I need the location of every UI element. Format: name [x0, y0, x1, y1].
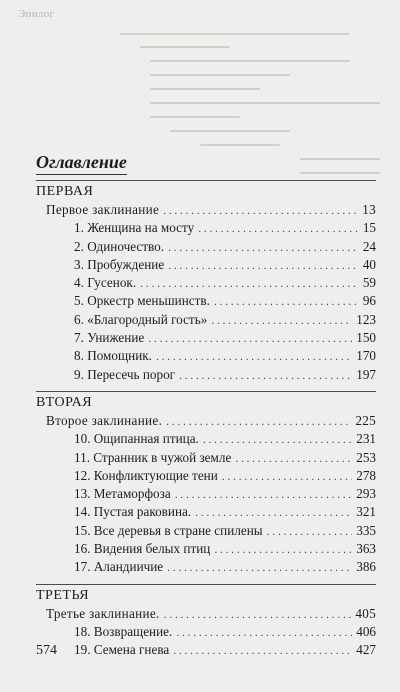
toc-part: [36, 584, 376, 660]
entry-label: 9. Пересечь порог: [74, 366, 176, 382]
entry-label: 13. Метаморфоза: [74, 486, 171, 502]
entry-label: 7. Унижение: [74, 330, 145, 346]
entry-page: 197: [356, 366, 376, 382]
chapter-entry[interactable]: [36, 292, 376, 310]
entry-page: 293: [356, 486, 376, 502]
entry-page: 335: [356, 522, 376, 538]
entry-label: 3. Пробуждение: [74, 256, 165, 272]
dot-leader: [168, 256, 359, 274]
chapter-entry[interactable]: [36, 641, 376, 659]
page-number: 574: [36, 643, 57, 658]
chapter-entry[interactable]: [36, 219, 376, 237]
chapter-entry[interactable]: [36, 366, 376, 384]
dot-leader: [140, 274, 359, 292]
dot-leader: [156, 347, 352, 365]
entry-label: Первое заклинание: [46, 202, 160, 217]
entry-label: 14. Пустая раковина.: [74, 504, 192, 520]
dot-leader: [214, 540, 352, 558]
entry-page: 170: [356, 348, 376, 364]
entry-label: 8. Помощник.: [74, 348, 152, 364]
entry-label: 2. Одиночество.: [74, 238, 165, 254]
entry-page: 278: [356, 467, 376, 483]
entry-label: 17. Аландиичие: [74, 559, 164, 575]
dot-leader: [222, 467, 352, 485]
entry-page: 96: [362, 293, 376, 309]
entry-page: 13: [362, 202, 376, 217]
spell-entry[interactable]: [36, 412, 376, 430]
chapter-entry[interactable]: [36, 238, 376, 256]
entry-page: 405: [355, 605, 376, 621]
chapter-entry[interactable]: [36, 329, 376, 347]
entry-page: 24: [362, 238, 376, 254]
dot-leader: [164, 605, 352, 623]
entry-label: 11. Странник в чужой земле: [74, 449, 232, 465]
entry-page: 15: [362, 220, 376, 236]
entry-label: 15. Все деревья в стране спилены: [74, 522, 263, 538]
entry-page: 386: [356, 559, 376, 575]
dot-leader: [175, 485, 353, 503]
chapter-entry[interactable]: [36, 274, 376, 292]
entry-label: 6. «Благородный гость»: [74, 311, 208, 327]
entry-label: 18. Возвращение.: [74, 623, 173, 639]
entry-label: 19. Семена гнева: [74, 642, 170, 658]
entry-label: 10. Ощипанная птица.: [74, 431, 199, 447]
entry-page: 427: [356, 642, 376, 658]
entry-label: 5. Оркестр меньшинств.: [74, 293, 210, 309]
entry-page: 231: [356, 431, 376, 447]
chapter-entry[interactable]: [36, 347, 376, 365]
dot-leader: [176, 623, 352, 641]
chapter-entry[interactable]: [36, 503, 376, 521]
chapter-entry[interactable]: [36, 522, 376, 540]
dot-leader: [179, 366, 352, 384]
chapter-list: [36, 623, 376, 660]
chapter-entry[interactable]: [36, 540, 376, 558]
entry-page: 253: [356, 449, 376, 465]
entry-page: 150: [356, 330, 376, 346]
spell-entry[interactable]: [36, 201, 376, 219]
entry-page: 321: [356, 504, 376, 520]
dot-leader: [166, 412, 351, 430]
chapter-entry[interactable]: [36, 256, 376, 274]
dot-leader: [173, 641, 352, 659]
entry-label: 16. Видения белых птиц: [74, 541, 211, 557]
part-title: ТРЕТЬЯ: [36, 587, 90, 603]
entry-page: 59: [362, 275, 376, 291]
toc-title: Оглавление: [36, 152, 127, 175]
toc-part: [36, 391, 376, 577]
chapter-entry[interactable]: [36, 485, 376, 503]
chapter-entry[interactable]: [36, 430, 376, 448]
entry-page: 406: [356, 623, 376, 639]
dot-leader: [163, 201, 358, 219]
chapter-entry[interactable]: [36, 311, 376, 329]
entry-label: Второе заклинание.: [46, 412, 163, 428]
dot-leader: [211, 311, 352, 329]
chapter-entry[interactable]: [36, 449, 376, 467]
dot-leader: [168, 238, 359, 256]
dot-leader: [198, 219, 359, 237]
entry-page: 363: [356, 541, 376, 557]
chapter-entry[interactable]: [36, 623, 376, 641]
entry-page: 40: [362, 256, 376, 272]
show-through-text: [0, 0, 400, 210]
chapter-entry[interactable]: [36, 467, 376, 485]
chapter-entry[interactable]: [36, 558, 376, 576]
spell-entry[interactable]: [36, 605, 376, 623]
table-of-contents: [36, 180, 376, 667]
chapter-list: [36, 219, 376, 384]
part-title: ВТОРАЯ: [36, 394, 93, 410]
chapter-list: [36, 430, 376, 576]
part-title: ПЕРВАЯ: [36, 184, 94, 199]
dot-leader: [214, 292, 359, 310]
dot-leader: [195, 503, 352, 521]
dot-leader: [203, 430, 352, 448]
dot-leader: [148, 329, 352, 347]
entry-label: 1. Женщина на мосту: [74, 220, 195, 236]
entry-page: 225: [355, 412, 376, 428]
entry-label: 12. Конфликтующие тени: [74, 467, 218, 483]
entry-page: 123: [356, 311, 376, 327]
toc-part: [36, 180, 376, 384]
entry-label: 4. Гусенок.: [74, 275, 137, 291]
entry-label: Третье заклинание.: [46, 605, 160, 621]
dot-leader: [167, 558, 352, 576]
dot-leader: [267, 522, 353, 540]
dot-leader: [235, 449, 352, 467]
running-title: Эпилог: [18, 8, 55, 20]
